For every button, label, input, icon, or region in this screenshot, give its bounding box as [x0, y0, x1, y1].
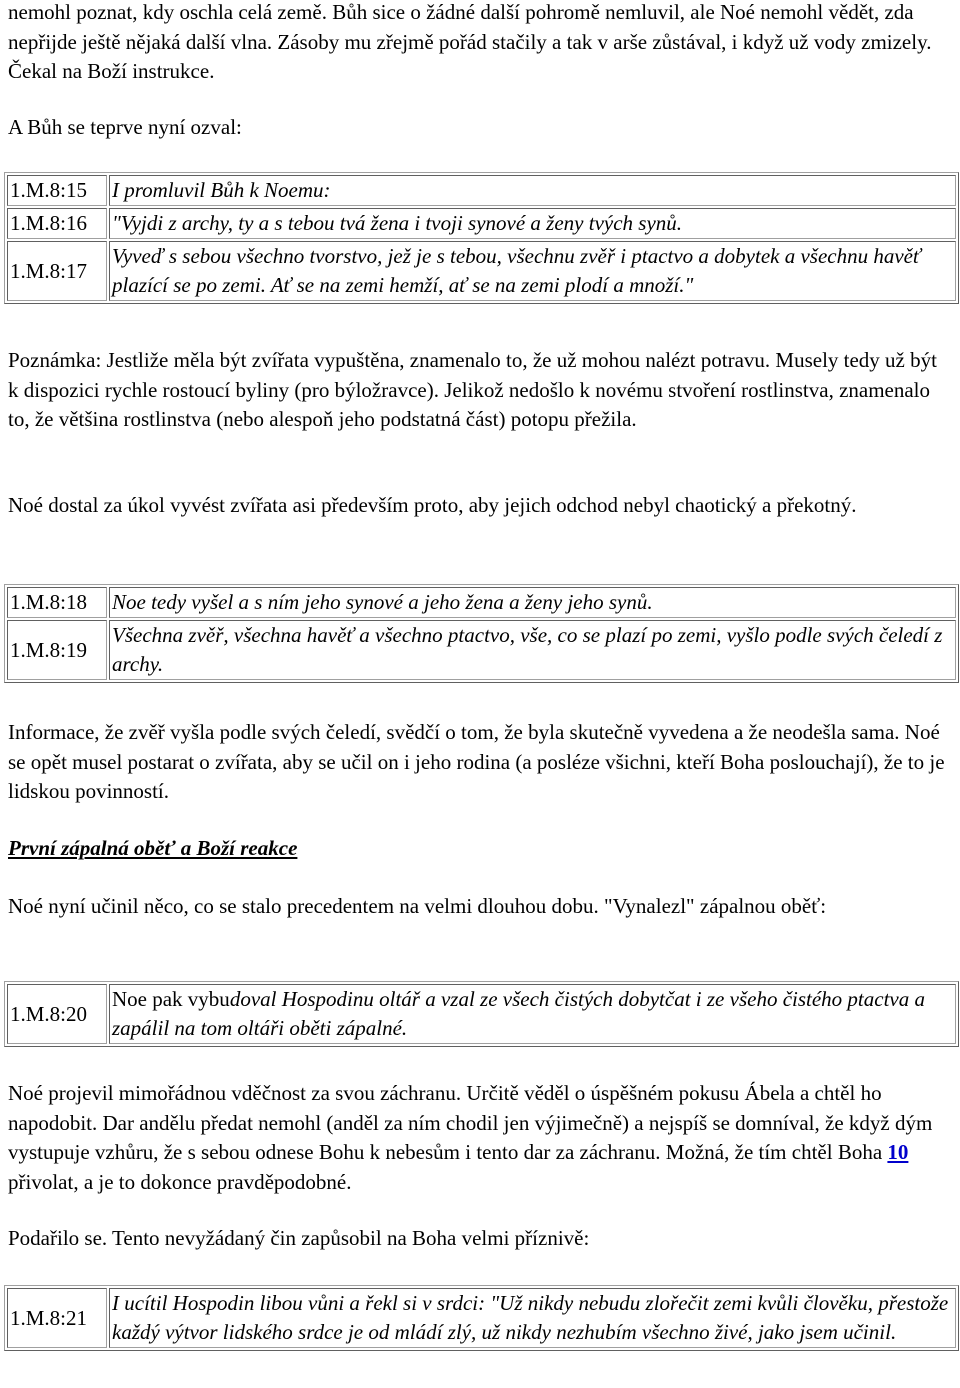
verse-row: [7, 241, 956, 301]
verse-row: [7, 208, 956, 239]
verse-table-18-19: [4, 584, 959, 683]
verse-ref: 1.M.8:16: [7, 208, 107, 239]
verse-ref: 1.M.8:21: [7, 1288, 107, 1348]
verse-table-20: [4, 981, 959, 1047]
verse-row: [7, 587, 956, 618]
verse-text: I promluvil Bůh k Noemu:: [109, 175, 956, 206]
paragraph-text: přivolat, a je to dokonce pravděpodobné.: [8, 1169, 352, 1194]
paragraph-note: Poznámka: Jestliže měla být zvířata vypuštěna, znamenalo to, že už mohou nalézt potravu. Musely tedy už být k dispozici rychle rostoucí byliny (pro býložravce). Jelikož nedošlo k novému stvoření rostlinstva, znamenalo to, že většina rostlinstva (nebo alespoň jeho podstatná část) potopu přežila.: [8, 348, 937, 431]
paragraph-god-spoke: A Bůh se teprve nyní ozval:: [8, 115, 242, 139]
paragraph-intro: nemohl poznat, kdy oschla celá země. Bůh sice o žádné další pohromě nemluvil, ale Noé nemohl vědět, zda nepřijde ještě nějaká další vlna. Zásoby mu zřejmě pořád stačily a tak v arše zůstával, i když už vody zmizely. Čekal na Boží instrukce.: [8, 0, 932, 83]
verse-text: I ucítil Hospodin libou vůni a řekl si v srdci: "Už nikdy nebudu zlořečit zemi kvůli člověku, přestože každý výtvor lidského srdce je od mládí zlý, už nikdy nezhubím všechno živé, jako jsem učinil.: [109, 1288, 956, 1348]
paragraph-task: Noé dostal za úkol vyvést zvířata asi především proto, aby jejich odchod nebyl chaotický a překotný.: [8, 493, 857, 517]
verse-ref: 1.M.8:18: [7, 587, 107, 618]
verse-ref: 1.M.8:15: [7, 175, 107, 206]
verse-text: Všechna zvěř, všechna havěť a všechno ptactvo, vše, co se plazí po zemi, vyšlo podle svých čeledí z archy.: [109, 620, 956, 680]
verse-row: [7, 620, 956, 680]
section-heading: První zápalná oběť a Boží reakce: [8, 836, 298, 860]
paragraph-success: Podařilo se. Tento nevyžádaný čin zapůsobil na Boha velmi příznivě:: [8, 1226, 590, 1250]
verse-text: Noe tedy vyšel a s ním jeho synové a jeho žena a ženy jeho synů.: [109, 587, 956, 618]
verse-text: [109, 984, 956, 1044]
paragraph-text: Noé projevil mimořádnou vděčnost za svou záchranu. Určitě věděl o úspěšném pokusu Ábela a chtěl ho napodobit. Dar andělu předat nemohl (anděl za ním chodil jen výjimečně) a nejspíš se domníval, že když dým vystupuje vzhůru, že s sebou odnese Bohu k nebesům i tento dar za záchranu. Možná, že tím chtěl Boha: [8, 1081, 933, 1164]
verse-row: [7, 984, 956, 1044]
verse-ref: 1.M.8:20: [7, 984, 107, 1044]
verse-text-upright: Noe pak vybu: [112, 987, 230, 1011]
verse-row: [7, 1288, 956, 1348]
paragraph-information: Informace, že zvěř vyšla podle svých čeledí, svědčí o tom, že byla skutečně vyvedena a že neodešla sama. Noé se opět musel postarat o zvířata, aby se učil on i jeho rodina (a posléze všichni, kteří Boha poslouchají), že to je lidskou povinností.: [8, 720, 945, 803]
verse-table-21: [4, 1285, 959, 1351]
verse-row: [7, 175, 956, 206]
paragraph-precedent: Noé nyní učinil něco, co se stalo precedentem na velmi dlouhou dobu. "Vynalezl" zápalnou oběť:: [8, 894, 827, 918]
verse-text-italic: doval Hospodinu oltář a vzal ze všech čistých dobytčat i ze všeho čistého ptactva a zapálil na tom oltáři oběti zápalné.: [112, 987, 925, 1040]
paragraph-gratitude: [8, 1079, 952, 1197]
verse-table-15-17: [4, 172, 959, 304]
verse-ref: 1.M.8:17: [7, 241, 107, 301]
verse-ref: 1.M.8:19: [7, 620, 107, 680]
footnote-link[interactable]: 10: [887, 1140, 909, 1164]
verse-text: "Vyjdi z archy, ty a s tebou tvá žena i tvoji synové a ženy tvých synů.: [109, 208, 956, 239]
verse-text: Vyveď s sebou všechno tvorstvo, jež je s tebou, všechnu zvěř i ptactvo a dobytek a všechnu havěť plazící se po zemi. Ať se na zemi hemží, ať se na zemi plodí a množí.": [109, 241, 956, 301]
